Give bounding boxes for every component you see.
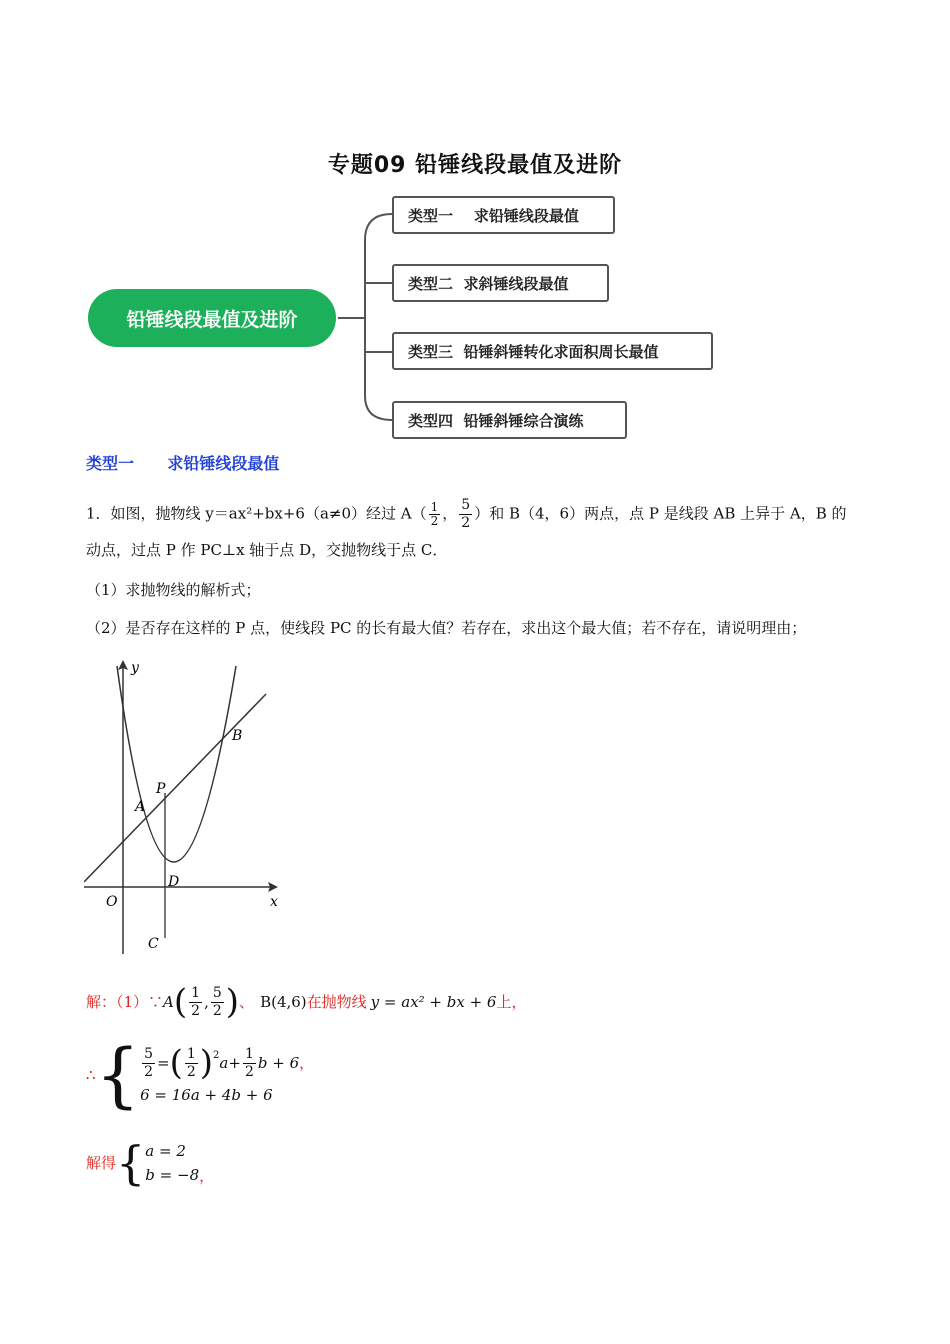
label-c: C <box>148 936 159 952</box>
label-p: P <box>156 781 166 797</box>
problem-line-1: 1．如图，抛物线 y＝ax²+bx+6（a≠0）经过 A（ $\frac{1}{2}$ ， $\frac{5}{2}$ ）和 B（4，6）两点，点 P 是线段 AB 上异于 A，B 的 <box>86 497 847 531</box>
mindmap-branch-type2: 类型二 求斜锤线段最值 <box>392 264 609 302</box>
problem-part-2: （2）是否存在这样的 P 点，使线段 PC 的长有最大值？若存在，求出这个最大值；若不存在，请说明理由； <box>86 619 807 637</box>
parabola-curve <box>117 666 236 862</box>
label-o: O <box>106 894 118 910</box>
mindmap-branch-type3: 类型三 铅锤斜锤转化求面积周长最值 <box>392 332 713 370</box>
page-title: 专题09 铅锤线段最值及进阶 <box>327 153 623 178</box>
label-a: A <box>135 799 146 815</box>
fraction-s1-ax: $\frac{1}{2}$ <box>191 984 201 1019</box>
label-y: y <box>131 660 139 676</box>
problem-part-1: （1）求抛物线的解析式； <box>86 581 261 599</box>
label-x: x <box>270 894 278 910</box>
solution-line-1: 解：（1）∵ A ( $\frac{1}{2}$ , $\frac{5}{2}$ ) 、 B(4,6) 在抛物线 y = ax² + bx + 6 上， <box>86 982 527 1022</box>
fraction-ax: $\frac{1}{2}$ <box>430 500 439 528</box>
solution-result: 解得 { a = 2 b = −8 ， <box>86 1136 215 1190</box>
parabola-figure <box>84 658 284 958</box>
problem-line-2: 动点，过点 P 作 PC⊥x 轴于点 D，交抛物线于点 C． <box>86 541 448 559</box>
mindmap-branch-type1: 类型一 求铅锤线段最值 <box>392 196 615 234</box>
mindmap-root: 铅锤线段最值及进阶 <box>88 289 336 347</box>
section-heading: 类型一 求铅锤线段最值 <box>86 454 280 473</box>
label-d: D <box>168 874 180 890</box>
label-b: B <box>232 728 243 744</box>
solution-system: ∴ { $\frac{5}{2}$ = ( $\frac{1}{2}$ ) $^2$ a + $\frac{1}{2}$ b + 6 ， 6 = 16a + 4b + 6 <box>86 1034 315 1116</box>
mindmap-branch-type4: 类型四 铅锤斜锤综合演练 <box>392 401 627 439</box>
line-ab <box>84 694 266 882</box>
fraction-ay: $\frac{5}{2}$ <box>461 497 471 531</box>
fraction-s1-ay: $\frac{5}{2}$ <box>212 984 222 1019</box>
